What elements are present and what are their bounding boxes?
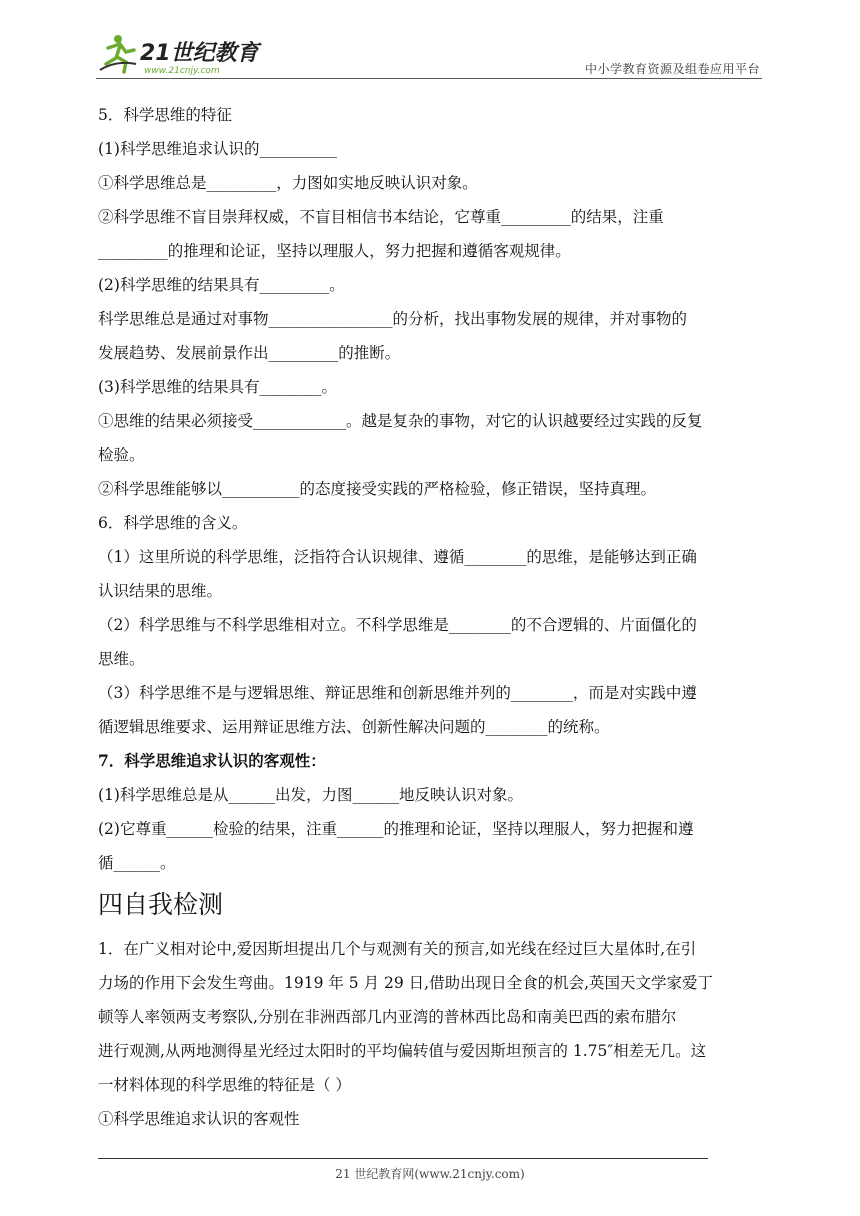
platform-name: 中小学教育资源及组卷应用平台 — [584, 62, 760, 76]
text-line: ②科学思维能够以__________的态度接受实践的严格检验，修正错误，坚持真理。 — [98, 480, 657, 498]
question-line: 顿等人率领两支考察队,分别在非洲西部几内亚湾的普林西比岛和南美巴西的索布腊尔 — [98, 1008, 677, 1026]
header-divider — [96, 78, 762, 79]
question-line: ①科学思维追求认识的客观性 — [98, 1110, 300, 1128]
text-line: 发展趋势、发展前景作出_________的推断。 — [98, 344, 401, 362]
text-line: 5．科学思维的特征 — [98, 106, 232, 124]
text-line: (2)它尊重______检验的结果，注重______的推理和论证，坚持以理服人，努力把握和遵 — [98, 820, 694, 838]
text-line: 循______。 — [98, 854, 176, 872]
text-line: 认识结果的思维。 — [98, 582, 223, 600]
page-header — [96, 30, 762, 80]
page-footer: 21 世纪教育网(www.21cnjy.com) — [335, 1167, 525, 1181]
text-line: 科学思维总是通过对事物________________的分析，找出事物发展的规律，并对事物的 — [98, 310, 688, 328]
question-line: 一材料体现的科学思维的特征是（ ） — [98, 1076, 351, 1094]
text-line: （1）这里所说的科学思维，泛指符合认识规律、遵循________的思维，是能够达到正确 — [98, 548, 697, 566]
logo-21cnjy — [96, 30, 266, 78]
subheading: 7．科学思维追求认识的客观性： — [98, 751, 326, 770]
text-line: (1)科学思维追求认识的__________ — [98, 140, 337, 158]
logo-url: www.21cnjy.com — [144, 66, 220, 76]
text-line: ①思维的结果必须接受____________。越是复杂的事物，对它的认识越要经过实践的反复 — [98, 412, 703, 430]
text-line: ②科学思维不盲目崇拜权威，不盲目相信书本结论，它尊重_________的结果，注重 — [98, 208, 664, 226]
document-body — [98, 98, 763, 1136]
footer-divider — [98, 1158, 708, 1159]
question-line: 进行观测,从两地测得星光经过太阳时的平均偏转值与爱因斯坦预言的 1.75″相差无几。这 — [98, 1042, 707, 1060]
text-line: (2)科学思维的结果具有_________。 — [98, 276, 345, 294]
question-line: 1．在广义相对论中,爱因斯坦提出几个与观测有关的预言,如光线在经过巨大星体时,在引 — [98, 940, 697, 958]
text-line: 循逻辑思维要求、运用辩证思维方法、创新性解决问题的________的统称。 — [98, 718, 610, 736]
text-line: 6．科学思维的含义。 — [98, 514, 248, 532]
text-line: (1)科学思维总是从______出发，力图______地反映认识对象。 — [98, 786, 523, 804]
text-line: （2）科学思维与不科学思维相对立。不科学思维是________的不合逻辑的、片面僵化的 — [98, 616, 697, 634]
text-line: _________的推理和论证，坚持以理服人，努力把握和遵循客观规律。 — [98, 242, 571, 260]
text-line: (3)科学思维的结果具有________。 — [98, 378, 337, 396]
section-title: 四自我检测 — [98, 890, 224, 919]
text-line: （3）科学思维不是与逻辑思维、辩证思维和创新思维并列的________，而是对实践中遵 — [98, 684, 697, 702]
text-line: ①科学思维总是_________，力图如实地反映认识对象。 — [98, 174, 478, 192]
text-line: 思维。 — [98, 650, 145, 668]
text-line: 检验。 — [98, 446, 145, 464]
question-line: 力场的作用下会发生弯曲。1919 年 5 月 29 日,借助出现日全食的机会,英国天文学家爱丁 — [98, 974, 714, 992]
logo-text: 21世纪教育 — [140, 41, 259, 66]
